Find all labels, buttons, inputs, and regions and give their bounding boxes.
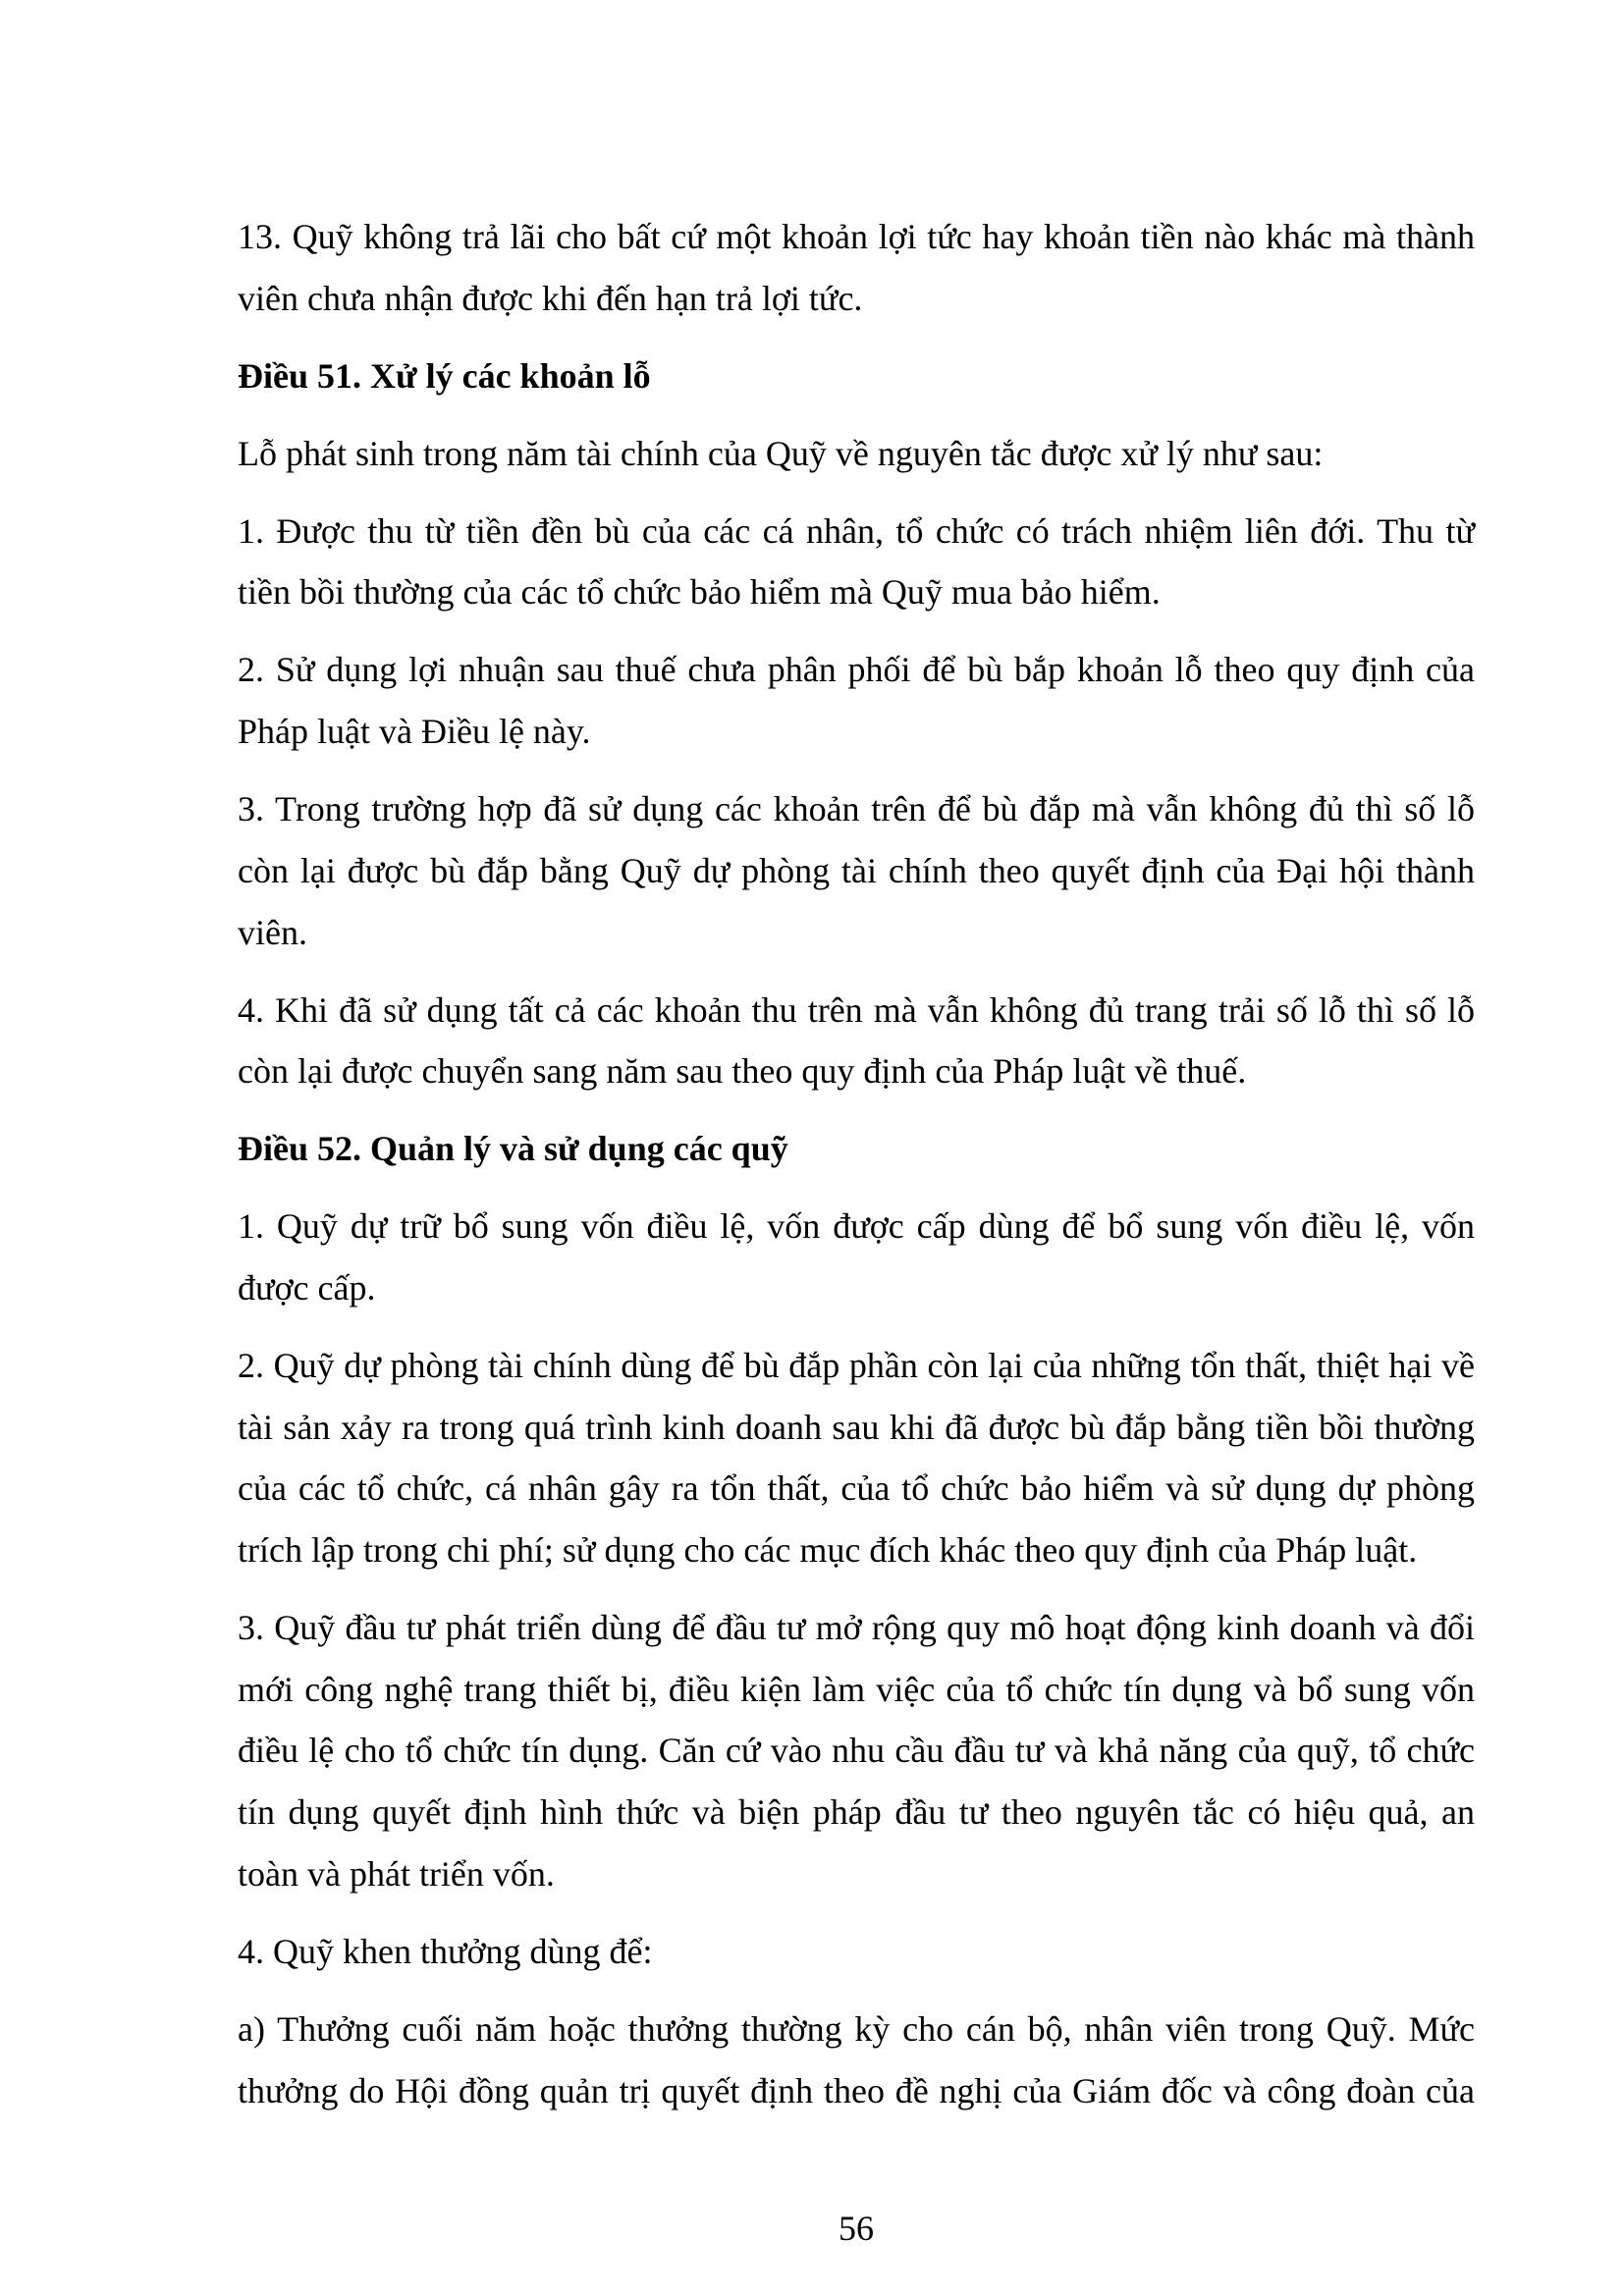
text-line: Lỗ phát sinh trong năm tài chính của Quỹ về nguyên tắc được xử lý như sau: — [238, 433, 1324, 473]
text-line: 4. Khi đã sử dụng tất cả các khoản thu trên mà vẫn không đủ trang trải số lỗ thì số lỗ — [238, 989, 1475, 1030]
text-line: tài sản xảy ra trong quá trình kinh doanh sau khi đã được bù đắp bằng tiền bồi thường — [238, 1407, 1475, 1447]
article-51-item-1 — [238, 501, 1475, 623]
article-52-item-3 — [238, 1597, 1475, 1905]
article-52-item-2 — [238, 1335, 1475, 1581]
text-line: tiền bồi thường của các tổ chức bảo hiểm mà Quỹ mua bảo hiểm. — [238, 572, 1161, 613]
article-51-item-3 — [238, 778, 1475, 963]
text-line: 1. Được thu từ tiền đền bù của các cá nhân, tổ chức có trách nhiệm liên đới. Thu từ — [238, 510, 1475, 551]
text-line: 4. Quỹ khen thưởng dùng để: — [238, 1931, 653, 1971]
article-52-item-4-sub-a — [238, 1999, 1475, 2121]
article-51-item-4 — [238, 980, 1475, 1102]
text-line: của các tổ chức, cá nhân gây ra tổn thất, của tổ chức bảo hiểm và sử dụng dự phòng — [238, 1468, 1475, 1509]
text-line: toàn và phát triển vốn. — [238, 1853, 555, 1894]
text-line: viên. — [238, 912, 307, 952]
article-52-item-4 — [238, 1921, 1475, 1983]
article-heading — [238, 1118, 1475, 1180]
text-line: còn lại được chuyển sang năm sau theo quy định của Pháp luật về thuế. — [238, 1051, 1247, 1092]
article-52-heading: Điều 52. Quản lý và sử dụng các quỹ — [238, 1129, 788, 1169]
article-51-heading: Điều 51. Xử lý các khoản lỗ — [238, 355, 651, 396]
text-line: được cấp. — [238, 1267, 376, 1308]
document-body — [238, 206, 1475, 2138]
text-line: 3. Trong trường hợp đã sử dụng các khoản trên để bù đắp mà vẫn không đủ thì số lỗ — [238, 789, 1475, 829]
article-52-item-1 — [238, 1196, 1475, 1318]
text-line: a) Thưởng cuối năm hoặc thưởng thường kỳ cho cán bộ, nhân viên trong Quỹ. Mức — [238, 2008, 1475, 2049]
page-number: 56 — [839, 2209, 874, 2248]
text-line: 3. Quỹ đầu tư phát triển dùng để đầu tư mở rộng quy mô hoạt động kinh doanh và đổi — [238, 1608, 1475, 1648]
text-line: còn lại được bù đắp bằng Quỹ dự phòng tài chính theo quyết định của Đại hội thành — [238, 850, 1475, 890]
text-line: Pháp luật và Điều lệ này. — [238, 712, 591, 752]
text-line: trích lập trong chi phí; sử dụng cho các mục đích khác theo quy định của Pháp luật. — [238, 1530, 1418, 1571]
article-51-intro — [238, 423, 1475, 485]
text-line: 2. Quỹ dự phòng tài chính dùng để bù đắp phần còn lại của những tổn thất, thiệt hại về — [238, 1345, 1475, 1385]
text-line: 1. Quỹ dự trữ bổ sung vốn điều lệ, vốn được cấp dùng để bổ sung vốn điều lệ, vốn — [238, 1206, 1475, 1247]
text-line: viên chưa nhận được khi đến hạn trả lợi tức. — [238, 278, 863, 318]
paragraph-item-13 — [238, 206, 1475, 329]
text-line: thưởng do Hội đồng quản trị quyết định theo đề nghị của Giám đốc và công đoàn của — [238, 2070, 1475, 2110]
text-line: 2. Sử dụng lợi nhuận sau thuế chưa phân phối để bù bắp khoản lỗ theo quy định của — [238, 650, 1475, 690]
text-line: 13. Quỹ không trả lãi cho bất cứ một khoản lợi tức hay khoản tiền nào khác mà thành — [238, 217, 1475, 256]
text-line: tín dụng quyết định hình thức và biện pháp đầu tư theo nguyên tắc có hiệu quả, an — [238, 1792, 1475, 1833]
article-heading — [238, 346, 1475, 407]
article-51-item-2 — [238, 639, 1475, 762]
text-line: mới công nghệ trang thiết bị, điều kiện làm việc của tổ chức tín dụng và bổ sung vốn — [238, 1669, 1475, 1709]
text-line: điều lệ cho tổ chức tín dụng. Căn cứ vào nhu cầu đầu tư và khả năng của quỹ, tổ chức — [238, 1731, 1475, 1771]
